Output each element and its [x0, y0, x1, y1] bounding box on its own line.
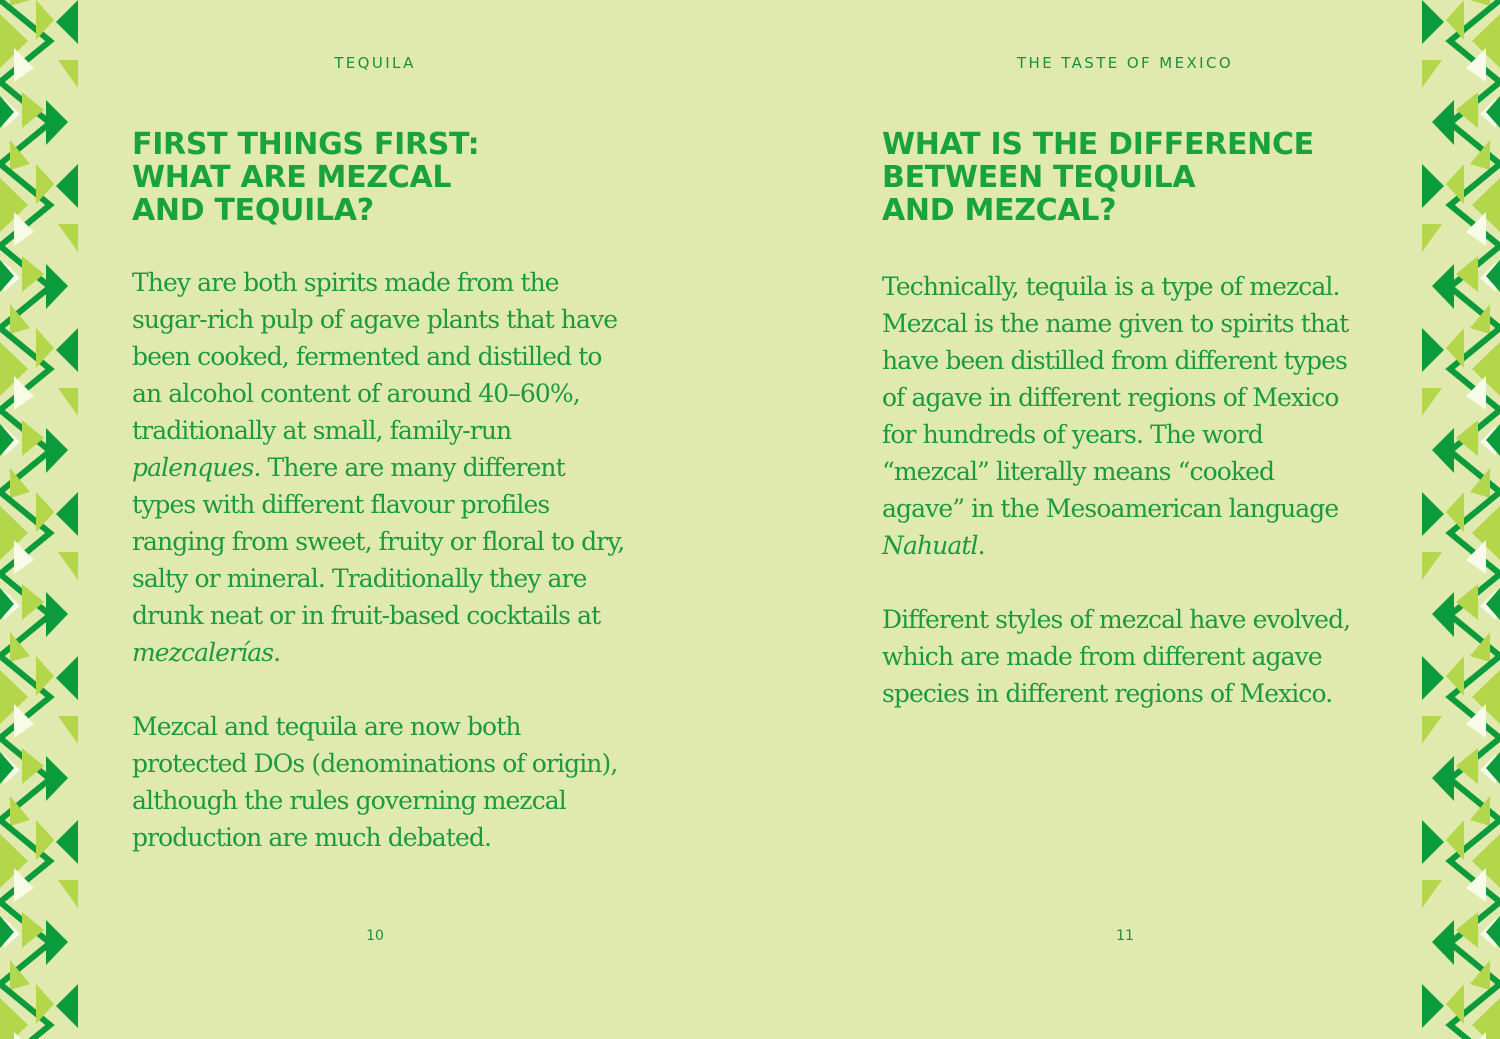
right-heading-line-2: BETWEEN TEQUILA [882, 160, 1196, 195]
border-triangle-dark [1422, 328, 1444, 372]
left-p1-italic-mezcalerias: mezcalerías [132, 638, 274, 667]
left-heading-line-3: AND TEQUILA? [132, 193, 374, 228]
left-paragraph-2: Mezcal and tequila are now both protected DOs (denominations of origin), although the rules governing mezcal production are much debated. [132, 712, 618, 852]
right-p1-text-b: . [977, 531, 985, 560]
border-triangle-dark [1422, 0, 1444, 44]
left-heading-line-1: FIRST THINGS FIRST: [132, 127, 480, 162]
border-triangle-light [22, 584, 44, 620]
right-heading-line-3: AND MEZCAL? [882, 193, 1117, 228]
border-triangle-dark [46, 264, 68, 309]
right-paragraph-2: Different styles of mezcal have evolved, which are made from different agave species in different regions of Mexico. [882, 605, 1351, 708]
left-p1-text-b: . There are many different types with different flavour profiles ranging from sweet, fruity or floral to dry, salty or mineral. Traditionally they are drunk neat or in fruit-based cocktails at [132, 453, 625, 630]
left-heading [132, 128, 692, 227]
border-triangle-light [1456, 748, 1478, 784]
border-triangle-light [1456, 92, 1478, 128]
border-triangle-dark [56, 984, 78, 1028]
border-triangle-dark [46, 592, 68, 637]
border-triangle-light [1470, 0, 1490, 6]
right-body-text [882, 268, 1362, 749]
border-triangle-dark [1422, 820, 1444, 864]
border-triangle-light [22, 92, 44, 128]
border-triangle-light [22, 256, 44, 292]
right-border-pattern [1420, 0, 1500, 1039]
border-triangle-light [1422, 224, 1442, 252]
border-triangle-light [1422, 880, 1442, 908]
right-heading [882, 128, 1402, 227]
left-heading-line-2: WHAT ARE MEZCAL [132, 160, 452, 195]
left-body-text [132, 264, 632, 893]
border-triangle-dark [1422, 492, 1444, 536]
border-triangle-dark [46, 920, 68, 965]
border-triangle-light [22, 420, 44, 456]
border-triangle-dark [1432, 592, 1454, 637]
border-triangle-dark [1432, 100, 1454, 145]
right-p1-italic-nahuatl: Nahuatl [882, 531, 978, 560]
border-triangle-light [58, 880, 78, 908]
page-number-left: 10 [366, 928, 384, 944]
border-triangle-dark [56, 492, 78, 536]
border-triangle-dark [46, 100, 68, 145]
border-triangle-light [1422, 388, 1442, 416]
border-triangle-dark [56, 656, 78, 700]
border-triangle-dark [1432, 264, 1454, 309]
right-page [750, 0, 1420, 1039]
border-triangle-light [58, 552, 78, 580]
running-head-right: THE TASTE OF MEXICO [1016, 54, 1234, 72]
running-head-left: TEQUILA [334, 54, 416, 72]
border-triangle-dark [56, 164, 78, 208]
border-triangle-dark [56, 0, 78, 44]
border-triangle-light [58, 60, 78, 88]
border-triangle-dark [1422, 164, 1444, 208]
border-triangle-dark [1422, 656, 1444, 700]
left-p1-text-a: They are both spirits made from the sugar-rich pulp of agave plants that have been cooked, fermented and distilled to an alcohol content of around 40–60%, traditionally at small, family-run [132, 268, 618, 445]
border-triangle-light [1422, 716, 1442, 744]
border-triangle-dark [46, 428, 68, 473]
border-triangle-light [22, 912, 44, 948]
border-triangle-dark [46, 756, 68, 801]
border-triangle-dark [1422, 984, 1444, 1028]
left-p1-italic-palenques: palenques [132, 453, 254, 482]
border-triangle-dark [1432, 756, 1454, 801]
border-triangle-light [1456, 256, 1478, 292]
border-triangle-light [58, 388, 78, 416]
border-triangle-light [58, 224, 78, 252]
border-triangle-dark [56, 820, 78, 864]
right-p1-text-a: Technically, tequila is a type of mezcal. Mezcal is the name given to spirits that have been distilled from different types of agave in different regions of Mexico for hundreds of years. The word “mezcal” literally means “cooked agave” in the Mesoamerican language [882, 272, 1349, 523]
page-number-right: 11 [1116, 928, 1134, 944]
border-triangle-dark [56, 328, 78, 372]
left-paragraph-1 [132, 264, 632, 671]
left-border-pattern [0, 0, 80, 1039]
border-triangle-light [22, 748, 44, 784]
border-triangle-dark [1432, 428, 1454, 473]
left-page [80, 0, 750, 1039]
border-triangle-light [1456, 420, 1478, 456]
border-triangle-light [58, 716, 78, 744]
right-heading-line-1: WHAT IS THE DIFFERENCE [882, 127, 1314, 162]
border-triangle-light [1456, 584, 1478, 620]
right-paragraph-1 [882, 268, 1362, 564]
border-triangle-light [1422, 552, 1442, 580]
border-triangle-light [10, 0, 30, 6]
left-p1-text-c: . [273, 638, 281, 667]
